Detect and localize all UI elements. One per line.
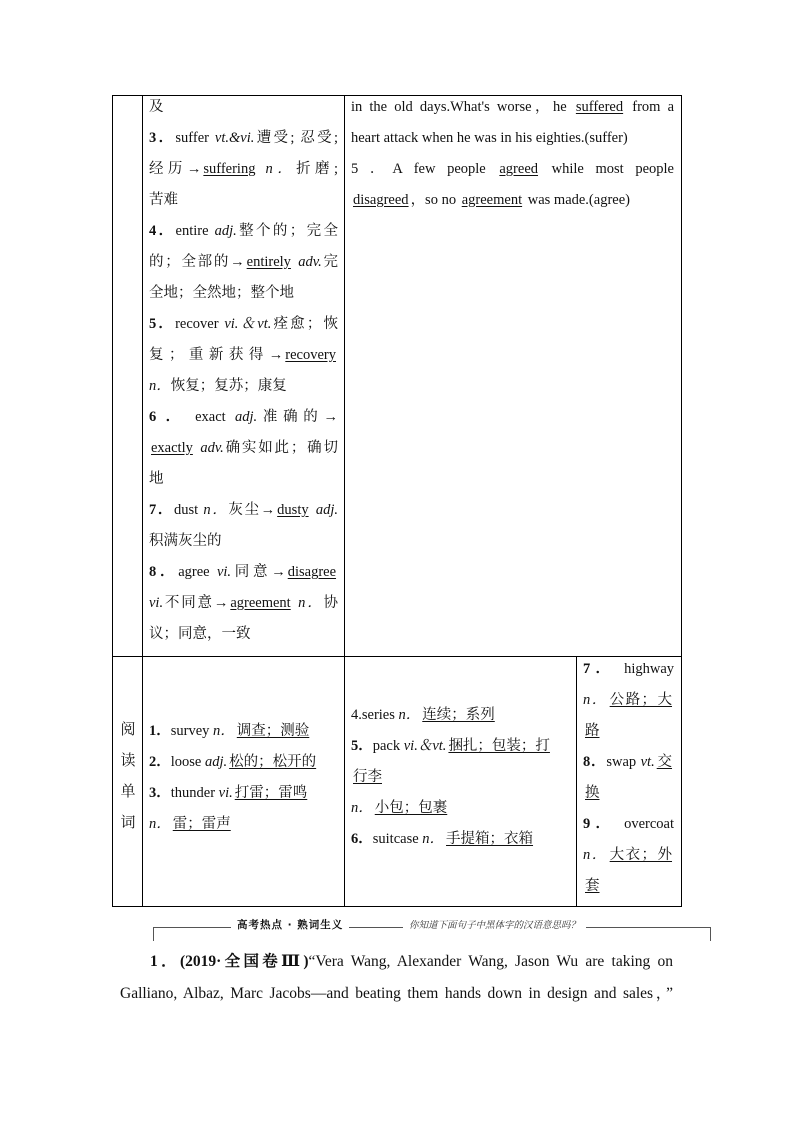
part-of-speech: n． bbox=[203, 502, 229, 518]
table-col-divider-3 bbox=[576, 656, 577, 907]
word-loose bbox=[149, 747, 339, 778]
table-col-divider-2 bbox=[344, 95, 345, 907]
answer-blank: suffering bbox=[203, 161, 256, 177]
definition: 遭受; 忍受; bbox=[254, 130, 339, 146]
item-suffer bbox=[149, 123, 338, 154]
item-agree-line3 bbox=[149, 619, 338, 650]
question-source: (2019·全国卷Ⅲ) bbox=[179, 953, 309, 970]
answer-blank: 套 bbox=[585, 878, 600, 894]
reading-words-col-2 bbox=[351, 700, 571, 855]
definition: 灰尘→ bbox=[228, 502, 276, 518]
item-agree-line2 bbox=[149, 588, 338, 619]
headword: overcoat bbox=[624, 816, 674, 832]
item-number: 3． bbox=[149, 785, 171, 801]
word-highway-line2 bbox=[583, 685, 674, 716]
definition: 苦难 bbox=[149, 192, 178, 208]
banner-bracket-right bbox=[710, 927, 711, 941]
label-char: 读 bbox=[120, 753, 136, 769]
reading-words-col-1 bbox=[149, 716, 339, 840]
part-of-speech: adj. bbox=[315, 502, 338, 518]
item-number: 9． bbox=[583, 816, 616, 832]
reading-words-label bbox=[116, 715, 140, 839]
part-of-speech: adv. bbox=[200, 440, 224, 456]
item-number: 1． bbox=[149, 723, 171, 739]
item-number: 8． bbox=[583, 754, 607, 770]
label-char: 阅 bbox=[120, 722, 136, 738]
definition: 协 bbox=[323, 595, 339, 611]
definition: 折磨; bbox=[296, 161, 339, 177]
part-of-speech: vi. bbox=[216, 564, 232, 580]
word-series bbox=[351, 700, 571, 731]
definition: 同意→ bbox=[231, 564, 286, 580]
definition: 全地；全然地；整个地 bbox=[149, 285, 294, 301]
item-number: 6 ． bbox=[149, 409, 186, 425]
part-of-speech: n． bbox=[422, 831, 445, 847]
answer-blank: suffered bbox=[575, 99, 624, 115]
headword: loose bbox=[170, 754, 202, 770]
definition: 议；同意，一致 bbox=[149, 626, 251, 642]
answer-blank: dusty bbox=[277, 502, 309, 518]
text: was made.(agree) bbox=[527, 192, 630, 208]
part-of-speech: n． bbox=[583, 847, 608, 863]
item-number: 3． bbox=[149, 130, 176, 146]
headword: exact bbox=[195, 409, 226, 425]
sentence-line bbox=[351, 185, 674, 216]
definition: 不同意→ bbox=[163, 595, 229, 611]
answer-blank: 行李 bbox=[353, 769, 382, 785]
headword: agree bbox=[178, 564, 210, 580]
answer-blank: 打雷；雷鸣 bbox=[234, 785, 308, 801]
part-of-speech: vt.&vi. bbox=[214, 130, 255, 146]
headword: recover bbox=[175, 316, 219, 332]
part-of-speech: n． bbox=[351, 800, 373, 816]
part-of-speech: adj. bbox=[235, 409, 258, 425]
headword: dust bbox=[174, 502, 199, 518]
answer-blank: 调查；测验 bbox=[236, 723, 310, 739]
headword: entire bbox=[175, 223, 209, 239]
definition: 准确的→ bbox=[257, 409, 338, 425]
answer-blank: recovery bbox=[285, 347, 336, 363]
definition: 地 bbox=[149, 471, 164, 487]
answer-blank: agreed bbox=[499, 161, 539, 177]
word-pack-line3 bbox=[351, 793, 571, 824]
answer-blank: 小包；包裹 bbox=[374, 800, 448, 816]
banner-subtitle: 你知道下面句子中黑体字的汉语意思吗？ bbox=[403, 917, 586, 931]
item-number: 2． bbox=[149, 754, 171, 770]
label-char: 词 bbox=[120, 815, 136, 831]
definition: 积满灰尘的 bbox=[149, 533, 222, 549]
part-of-speech: n． bbox=[298, 595, 324, 611]
answer-blank: 交 bbox=[656, 754, 673, 770]
answer-blank: exactly bbox=[151, 440, 193, 456]
answer-blank: 大衣；外 bbox=[609, 847, 673, 863]
definition: 的；全部的→ bbox=[149, 254, 245, 270]
example-sentences bbox=[351, 92, 674, 216]
headword: swap bbox=[606, 754, 637, 770]
section-banner bbox=[153, 912, 711, 942]
word-pack-line2 bbox=[351, 762, 571, 793]
item-number: 5． bbox=[351, 738, 373, 754]
part-of-speech: vi. bbox=[149, 595, 164, 611]
item-number: 4. bbox=[351, 707, 362, 723]
item-entire-line3 bbox=[149, 278, 338, 309]
table-col-divider-1 bbox=[142, 95, 143, 907]
word-thunder bbox=[149, 778, 339, 809]
answer-blank: 公路；大 bbox=[609, 692, 673, 708]
answer-blank: 松的；松开的 bbox=[229, 754, 317, 770]
word-overcoat-line2 bbox=[583, 840, 674, 871]
part-of-speech: n． bbox=[213, 723, 235, 739]
item-number: 8． bbox=[149, 564, 179, 580]
item-entire-line2 bbox=[149, 247, 338, 278]
text: heart attack when he was in his eighties.(suffer) bbox=[351, 130, 628, 146]
reading-words-col-3 bbox=[583, 654, 674, 902]
answer-blank: 换 bbox=[585, 785, 600, 801]
definition: 痊愈；恢 bbox=[271, 316, 339, 332]
item-number: 4． bbox=[149, 223, 176, 239]
part-of-speech: vt. bbox=[640, 754, 655, 770]
answer-blank: 路 bbox=[585, 723, 600, 739]
word-survey bbox=[149, 716, 339, 747]
question-number: 1． bbox=[150, 953, 180, 970]
headword: suitcase bbox=[372, 831, 419, 847]
paragraph-line bbox=[120, 978, 673, 1010]
item-number: 7． bbox=[149, 502, 174, 518]
item-suffer-line2 bbox=[149, 154, 338, 185]
answer-blank: disagreed bbox=[353, 192, 409, 208]
text: 及 bbox=[149, 99, 164, 115]
paragraph-line bbox=[150, 946, 673, 978]
item-recover bbox=[149, 309, 338, 340]
question-paragraph bbox=[120, 946, 673, 1010]
part-of-speech: adj. bbox=[204, 754, 228, 770]
answer-blank: disagree bbox=[287, 564, 337, 580]
definition: 复；重新获得→ bbox=[149, 347, 284, 363]
word-thunder-line2 bbox=[149, 809, 339, 840]
item-suffer-line3 bbox=[149, 185, 338, 216]
item-recover-line3 bbox=[149, 371, 338, 402]
headword: suffer bbox=[175, 130, 209, 146]
table-border-right bbox=[681, 95, 682, 907]
answer-blank: 手提箱；衣箱 bbox=[446, 831, 534, 847]
headword: thunder bbox=[170, 785, 216, 801]
item-number: 7． bbox=[583, 661, 616, 677]
answer-blank: agreement bbox=[461, 192, 523, 208]
part-of-speech: n． bbox=[149, 378, 171, 394]
word-overcoat bbox=[583, 809, 674, 840]
table-border-bottom bbox=[112, 906, 682, 907]
table-border-left bbox=[112, 95, 113, 907]
item-agree bbox=[149, 557, 338, 588]
item-recover-line2 bbox=[149, 340, 338, 371]
word-swap bbox=[583, 747, 674, 778]
line bbox=[149, 92, 338, 123]
word-highway-line3 bbox=[583, 716, 674, 747]
banner-bracket-left bbox=[153, 927, 154, 941]
word-swap-line2 bbox=[583, 778, 674, 809]
item-entire bbox=[149, 216, 338, 247]
text: while most people bbox=[551, 161, 674, 177]
text: from a bbox=[632, 99, 675, 115]
definition: 经历→ bbox=[149, 161, 202, 177]
sentence-line bbox=[351, 154, 674, 185]
part-of-speech: n． bbox=[398, 707, 421, 723]
vocab-derivation-list bbox=[149, 92, 338, 650]
answer-blank: entirely bbox=[246, 254, 291, 270]
part-of-speech: n． bbox=[583, 692, 608, 708]
sentence-text: Galliano, Albaz, Marc Jacobs—and beating them hands down in design and sales，” bbox=[120, 985, 673, 1002]
banner-title: 高考热点 · 熟词生义 bbox=[231, 917, 349, 932]
part-of-speech: adv. bbox=[298, 254, 322, 270]
item-dust bbox=[149, 495, 338, 526]
part-of-speech: vi. bbox=[218, 785, 233, 801]
text: in the old days.What's worse，he bbox=[351, 99, 567, 115]
sentence-line bbox=[351, 123, 674, 154]
answer-blank: 连续；系列 bbox=[422, 707, 495, 723]
answer-blank: 雷；雷声 bbox=[172, 816, 231, 832]
word-highway bbox=[583, 654, 674, 685]
item-exact-line3 bbox=[149, 464, 338, 495]
answer-blank: agreement bbox=[230, 595, 291, 611]
text: 5 ．A few people bbox=[351, 161, 486, 177]
word-suitcase bbox=[351, 824, 571, 855]
item-number: 6． bbox=[351, 831, 373, 847]
word-overcoat-line3 bbox=[583, 871, 674, 902]
sentence-text: “Vera Wang, Alexander Wang, Jason Wu are taking on bbox=[308, 953, 673, 970]
part-of-speech: n． bbox=[265, 161, 297, 177]
label-char: 单 bbox=[120, 784, 136, 800]
definition: 恢复；复苏；康复 bbox=[170, 378, 287, 394]
definition: 完 bbox=[321, 254, 339, 270]
part-of-speech: n． bbox=[149, 816, 171, 832]
text: ，so no bbox=[410, 192, 457, 208]
item-exact bbox=[149, 402, 338, 433]
headword: series bbox=[361, 707, 395, 723]
part-of-speech: adj. bbox=[214, 223, 237, 239]
headword: pack bbox=[372, 738, 401, 754]
sentence-line bbox=[351, 92, 674, 123]
definition: 整个的；完全 bbox=[236, 223, 339, 239]
headword: highway bbox=[624, 661, 675, 677]
item-exact-line2 bbox=[149, 433, 338, 464]
item-number: 5． bbox=[149, 316, 176, 332]
definition: 确实如此；确切 bbox=[223, 440, 338, 456]
answer-blank: 捆扎；包装；打 bbox=[448, 738, 550, 754]
part-of-speech: vi.＆vt. bbox=[403, 738, 447, 754]
part-of-speech: vi.＆vt. bbox=[224, 316, 272, 332]
headword: survey bbox=[170, 723, 210, 739]
item-dust-line2 bbox=[149, 526, 338, 557]
word-pack bbox=[351, 731, 571, 762]
